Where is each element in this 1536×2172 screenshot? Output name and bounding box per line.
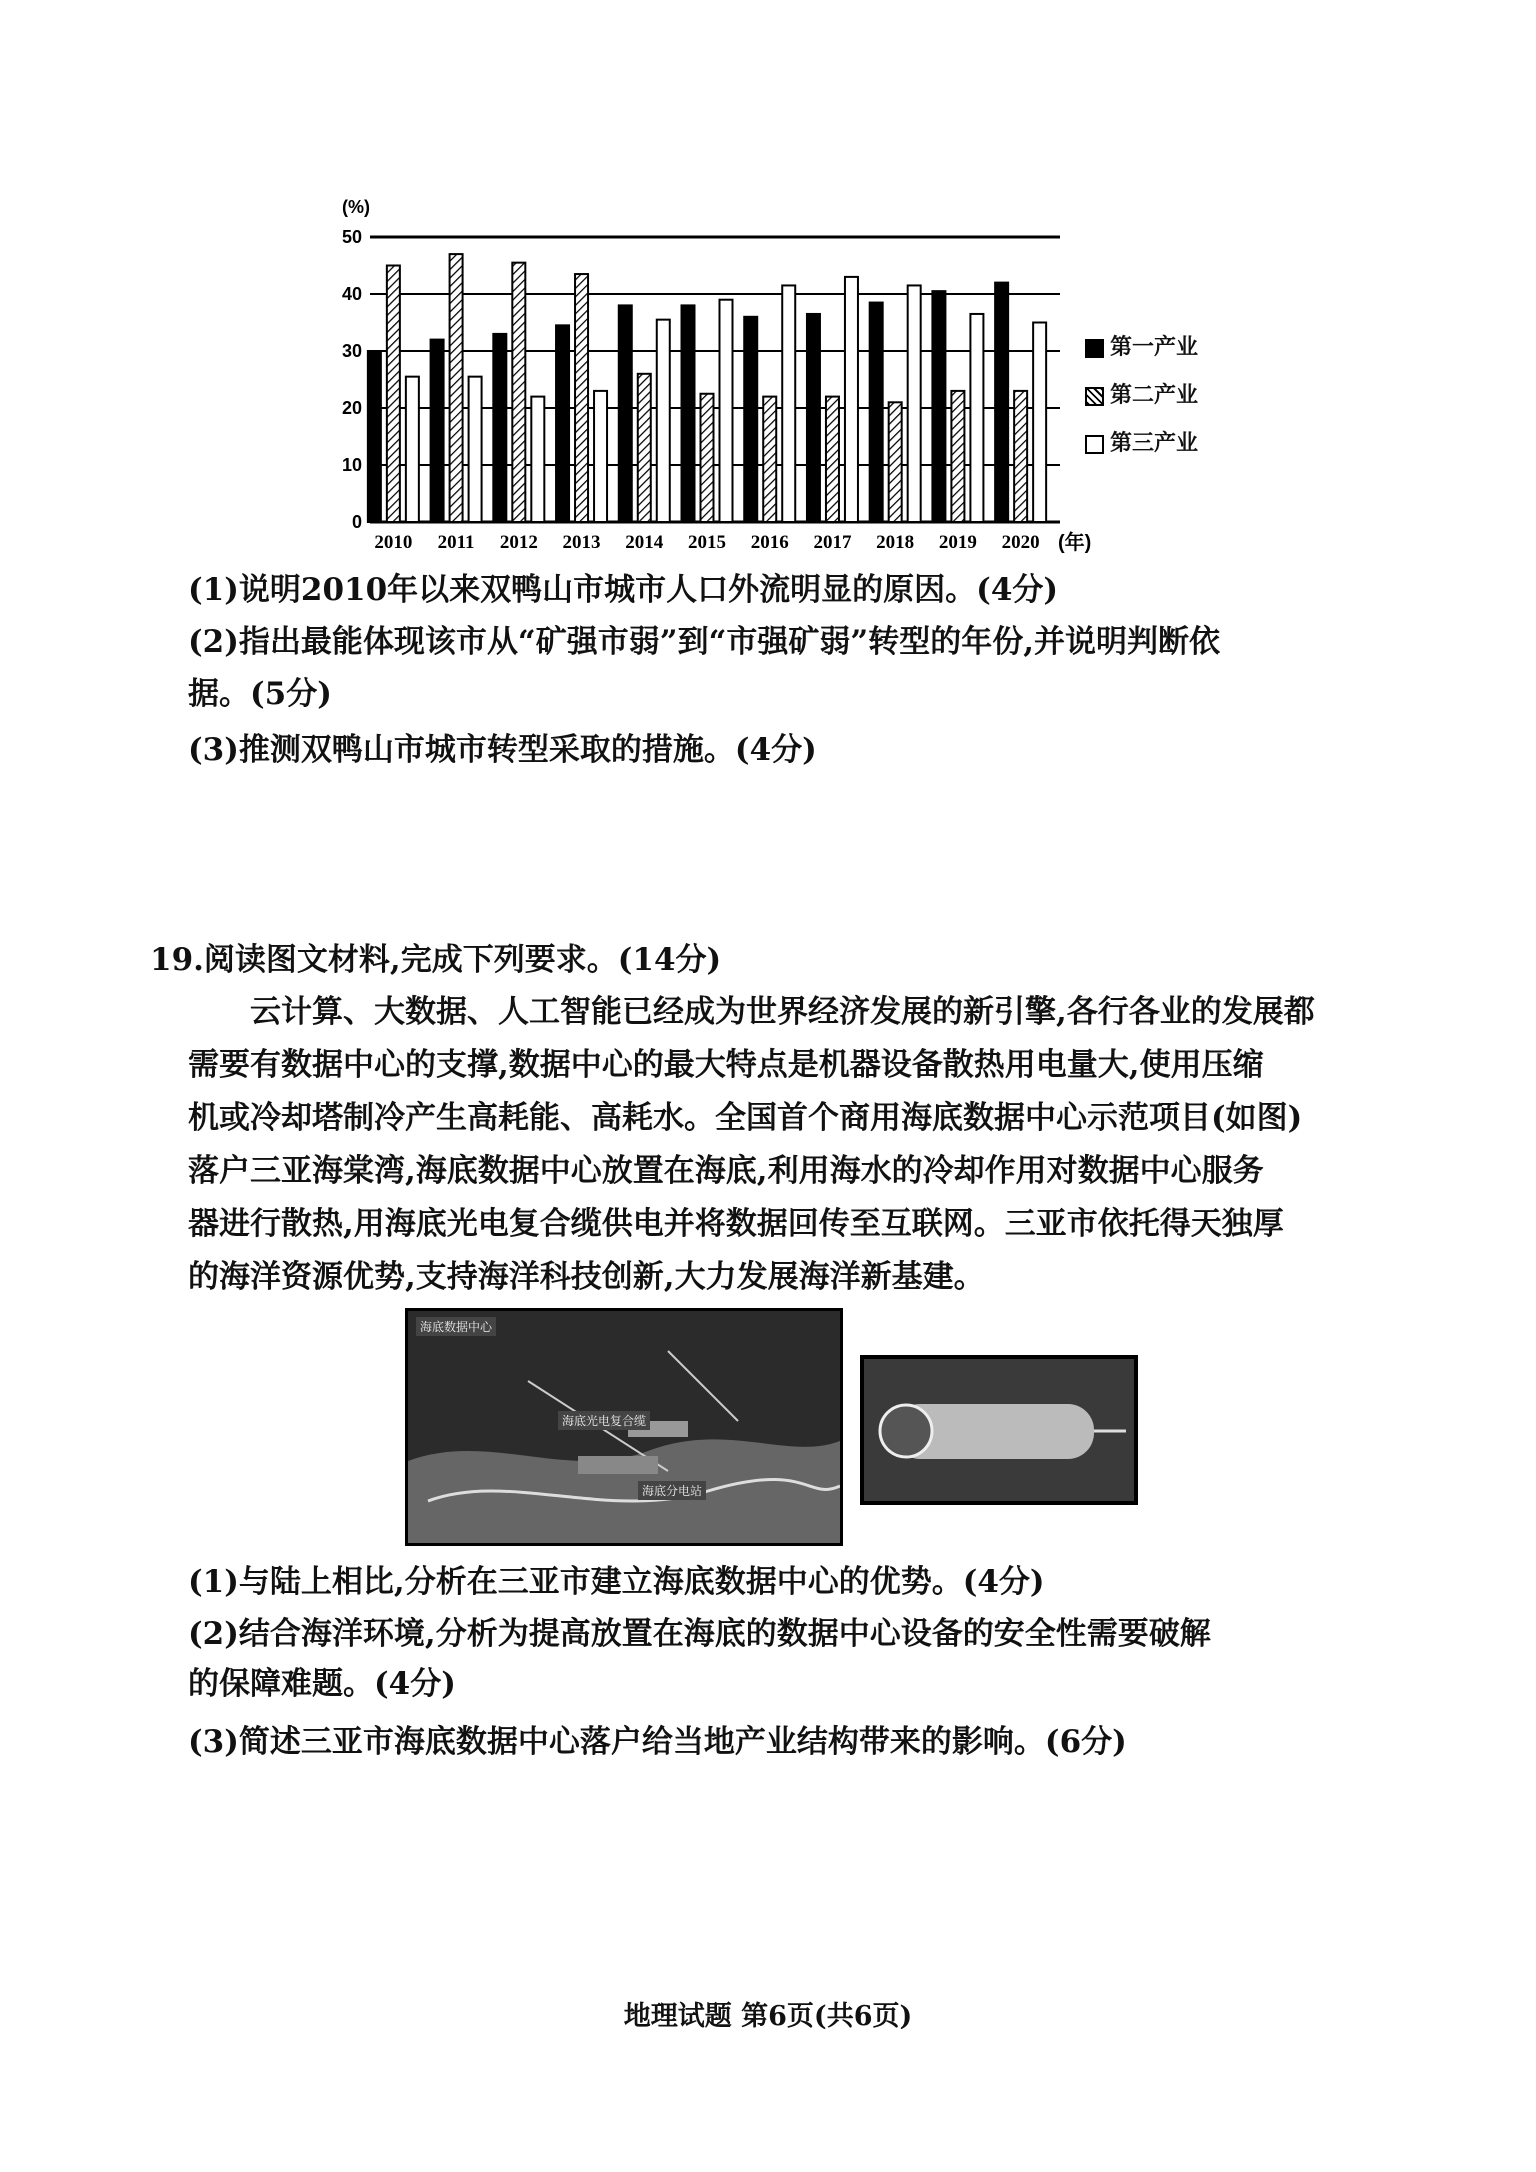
bar-solid-2011 [431,340,444,522]
bar-solid-2017 [807,314,820,522]
y-axis-label: (%) [342,197,370,217]
x-tick-label: 2010 [374,532,413,553]
x-tick-label: 2013 [562,532,601,553]
figure-label: 海底分电站 [638,1481,706,1500]
chart-legend [1085,330,1245,470]
figure-label: 海底光电复合缆 [558,1411,650,1430]
bar-hatched-2016 [763,397,776,522]
data-center-diagram-photo [405,1308,843,1546]
q19-part2: (2)结合海洋环境,分析为提高放置在海底的数据中心设备的安全性需要破解 [188,1616,1211,1652]
x-tick-label: 2020 [1001,532,1040,553]
bar-solid-2015 [682,305,695,522]
bar-hatched-2011 [450,254,463,522]
x-tick-label: 2018 [876,532,915,553]
bar-hollow-2015 [720,300,733,522]
bar-hollow-2013 [594,391,607,522]
x-tick-label: 2017 [813,532,852,553]
bar-hatched-2010 [387,266,400,523]
bar-hatched-2017 [826,397,839,522]
material-line: 的海洋资源优势,支持海洋科技创新,大力发展海洋新基建。 [188,1259,985,1295]
hollow-swatch-icon [1085,435,1104,454]
page-footer: 地理试题 第6页(共6页) [623,2001,913,2032]
material-line: 机或冷却塔制冷产生高耗能、高耗水。全国首个商用海底数据中心示范项目(如图) [188,1100,1303,1136]
y-axis-ticks [342,227,362,532]
x-axis-ticks [374,532,1039,553]
material-line: 云计算、大数据、人工智能已经成为世界经济发展的新引擎,各行各业的发展都 [250,994,1315,1030]
x-tick-label: 2015 [688,532,726,553]
q18-part2: (2)指出最能体现该市从“矿强市弱”到“市强矿弱”转型的年份,并说明判断依 [188,624,1221,660]
bar-solid-2020 [995,283,1008,522]
bar-solid-2018 [870,303,883,522]
y-tick-label: 50 [341,227,362,247]
bar-hatched-2019 [951,391,964,522]
bar-hatched-2012 [512,263,525,522]
y-tick-label: 20 [341,398,362,418]
bar-hollow-2018 [908,285,921,522]
q18-part1: (1)说明2010年以来双鸭山市城市人口外流明显的原因。(4分) [188,572,1059,608]
legend-item-primary [1085,330,1198,361]
y-tick-label: 0 [351,512,362,532]
bar-hollow-2011 [469,377,482,522]
material-line: 落户三亚海棠湾,海底数据中心放置在海底,利用海水的冷却作用对数据中心服务 [188,1153,1264,1189]
bar-solid-2016 [744,317,757,522]
y-tick-label: 30 [341,341,362,361]
y-tick-label: 40 [341,284,362,304]
bar-solid-2013 [556,325,569,522]
data-center-capsule-photo [860,1355,1138,1505]
q19-heading: 19.阅读图文材料,完成下列要求。(14分) [150,942,722,978]
bar-solid-2012 [493,334,506,522]
bar-hatched-2013 [575,274,588,522]
bar-hollow-2012 [531,397,544,522]
x-tick-label: 2019 [938,532,977,553]
bar-solid-2010 [368,351,381,522]
bar-hollow-2017 [845,277,858,522]
q19-part1: (1)与陆上相比,分析在三亚市建立海底数据中心的优势。(4分) [188,1564,1045,1600]
bar-hatched-2018 [889,402,902,522]
hatched-swatch-icon [1085,387,1104,406]
q18-part2-cont: 据。(5分) [188,676,332,712]
y-tick-label: 10 [341,455,362,475]
legend-label: 第三产业 [1110,430,1199,456]
q19-part3: (3)简述三亚市海底数据中心落户给当地产业结构带来的影响。(6分) [188,1724,1127,1760]
bar-hollow-2016 [782,285,795,522]
bar-hatched-2020 [1014,391,1027,522]
solid-swatch-icon [1085,339,1104,358]
x-tick-label: 2011 [437,532,475,553]
bar-solid-2014 [619,305,632,522]
bar-hollow-2010 [406,377,419,522]
legend-label: 第一产业 [1110,334,1199,360]
bar-solid-2019 [932,291,945,522]
q19-material [188,986,1348,1304]
x-tick-label: 2014 [625,532,664,553]
capsule-illustration [864,1359,1134,1501]
x-tick-label: 2012 [499,532,538,553]
material-line: 需要有数据中心的支撑,数据中心的最大特点是机器设备散热用电量大,使用压缩 [188,1047,1264,1083]
q19-part2-cont: 的保障难题。(4分) [188,1666,456,1702]
legend-item-tertiary [1085,426,1198,457]
bar-hollow-2014 [657,320,670,522]
x-axis-unit: (年) [1058,532,1092,554]
x-tick-label: 2016 [750,532,789,553]
legend-item-secondary [1085,378,1198,409]
bar-hatched-2014 [638,374,651,522]
bar-hollow-2020 [1033,323,1046,523]
figure-label: 海底数据中心 [416,1317,496,1336]
material-line: 器进行散热,用海底光电复合缆供电并将数据回传至互联网。三亚市依托得天独厚 [188,1206,1284,1242]
bar-hatched-2015 [701,394,714,522]
legend-label: 第二产业 [1110,382,1199,408]
bar-hollow-2019 [970,314,983,522]
q18-part3: (3)推测双鸭山市城市转型采取的措施。(4分) [188,732,817,768]
